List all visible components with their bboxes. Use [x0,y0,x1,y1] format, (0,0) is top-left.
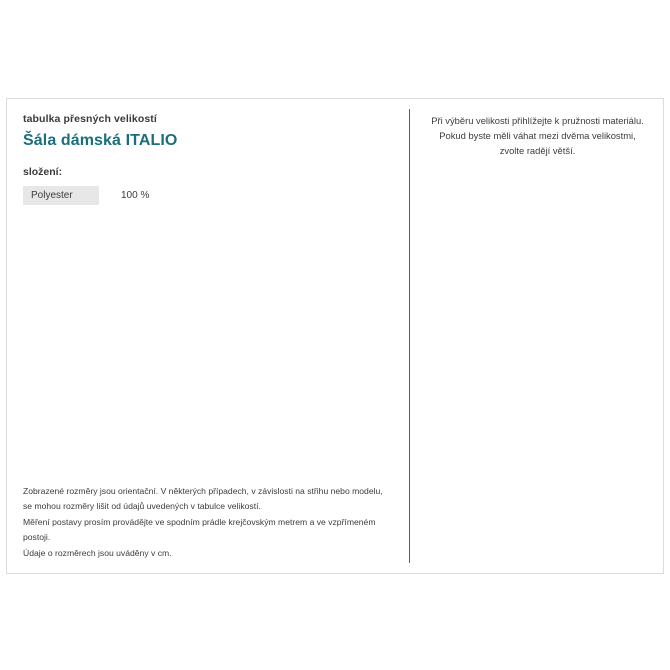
footnote-line-2: se mohou rozměry lišit od údajů uvedených v tabulce velikostí. [23,501,261,511]
composition-label: složení: [23,166,63,178]
material-cell [23,186,107,205]
side-note-line-2: Pokud byste měli váhat mezi dvěma velikostmi, [439,130,636,141]
footnote-line-3: Měření postavy prosím provádějte ve spodním prádle krejčovským metrem a ve vzpřímeném postoji. [23,516,376,542]
left-column [7,99,409,573]
footnote-line-4: Údaje o rozměrech jsou uváděny v cm. [23,547,172,558]
footnotes [23,484,395,562]
card-inner [7,99,663,573]
composition-table [23,186,149,205]
page-title: Šála dámská ITALIO [23,132,178,149]
size-chart-card [6,98,664,574]
right-column [410,99,663,573]
footnote-line-1: Zobrazené rozměry jsou orientační. V některých případech, v závislosti na střihu nebo modelu, [23,485,383,496]
side-note-line-1: Při výběru velikosti přihlížejte k pružnosti materiálu. [431,115,644,126]
side-note-line-3: zvolte radějí větší. [499,145,576,156]
eyebrow-text: tabulka přesných velikostí [23,113,157,125]
material-percent: 100 % [121,190,150,201]
material-name: Polyester [23,186,99,205]
table-row [23,186,149,205]
